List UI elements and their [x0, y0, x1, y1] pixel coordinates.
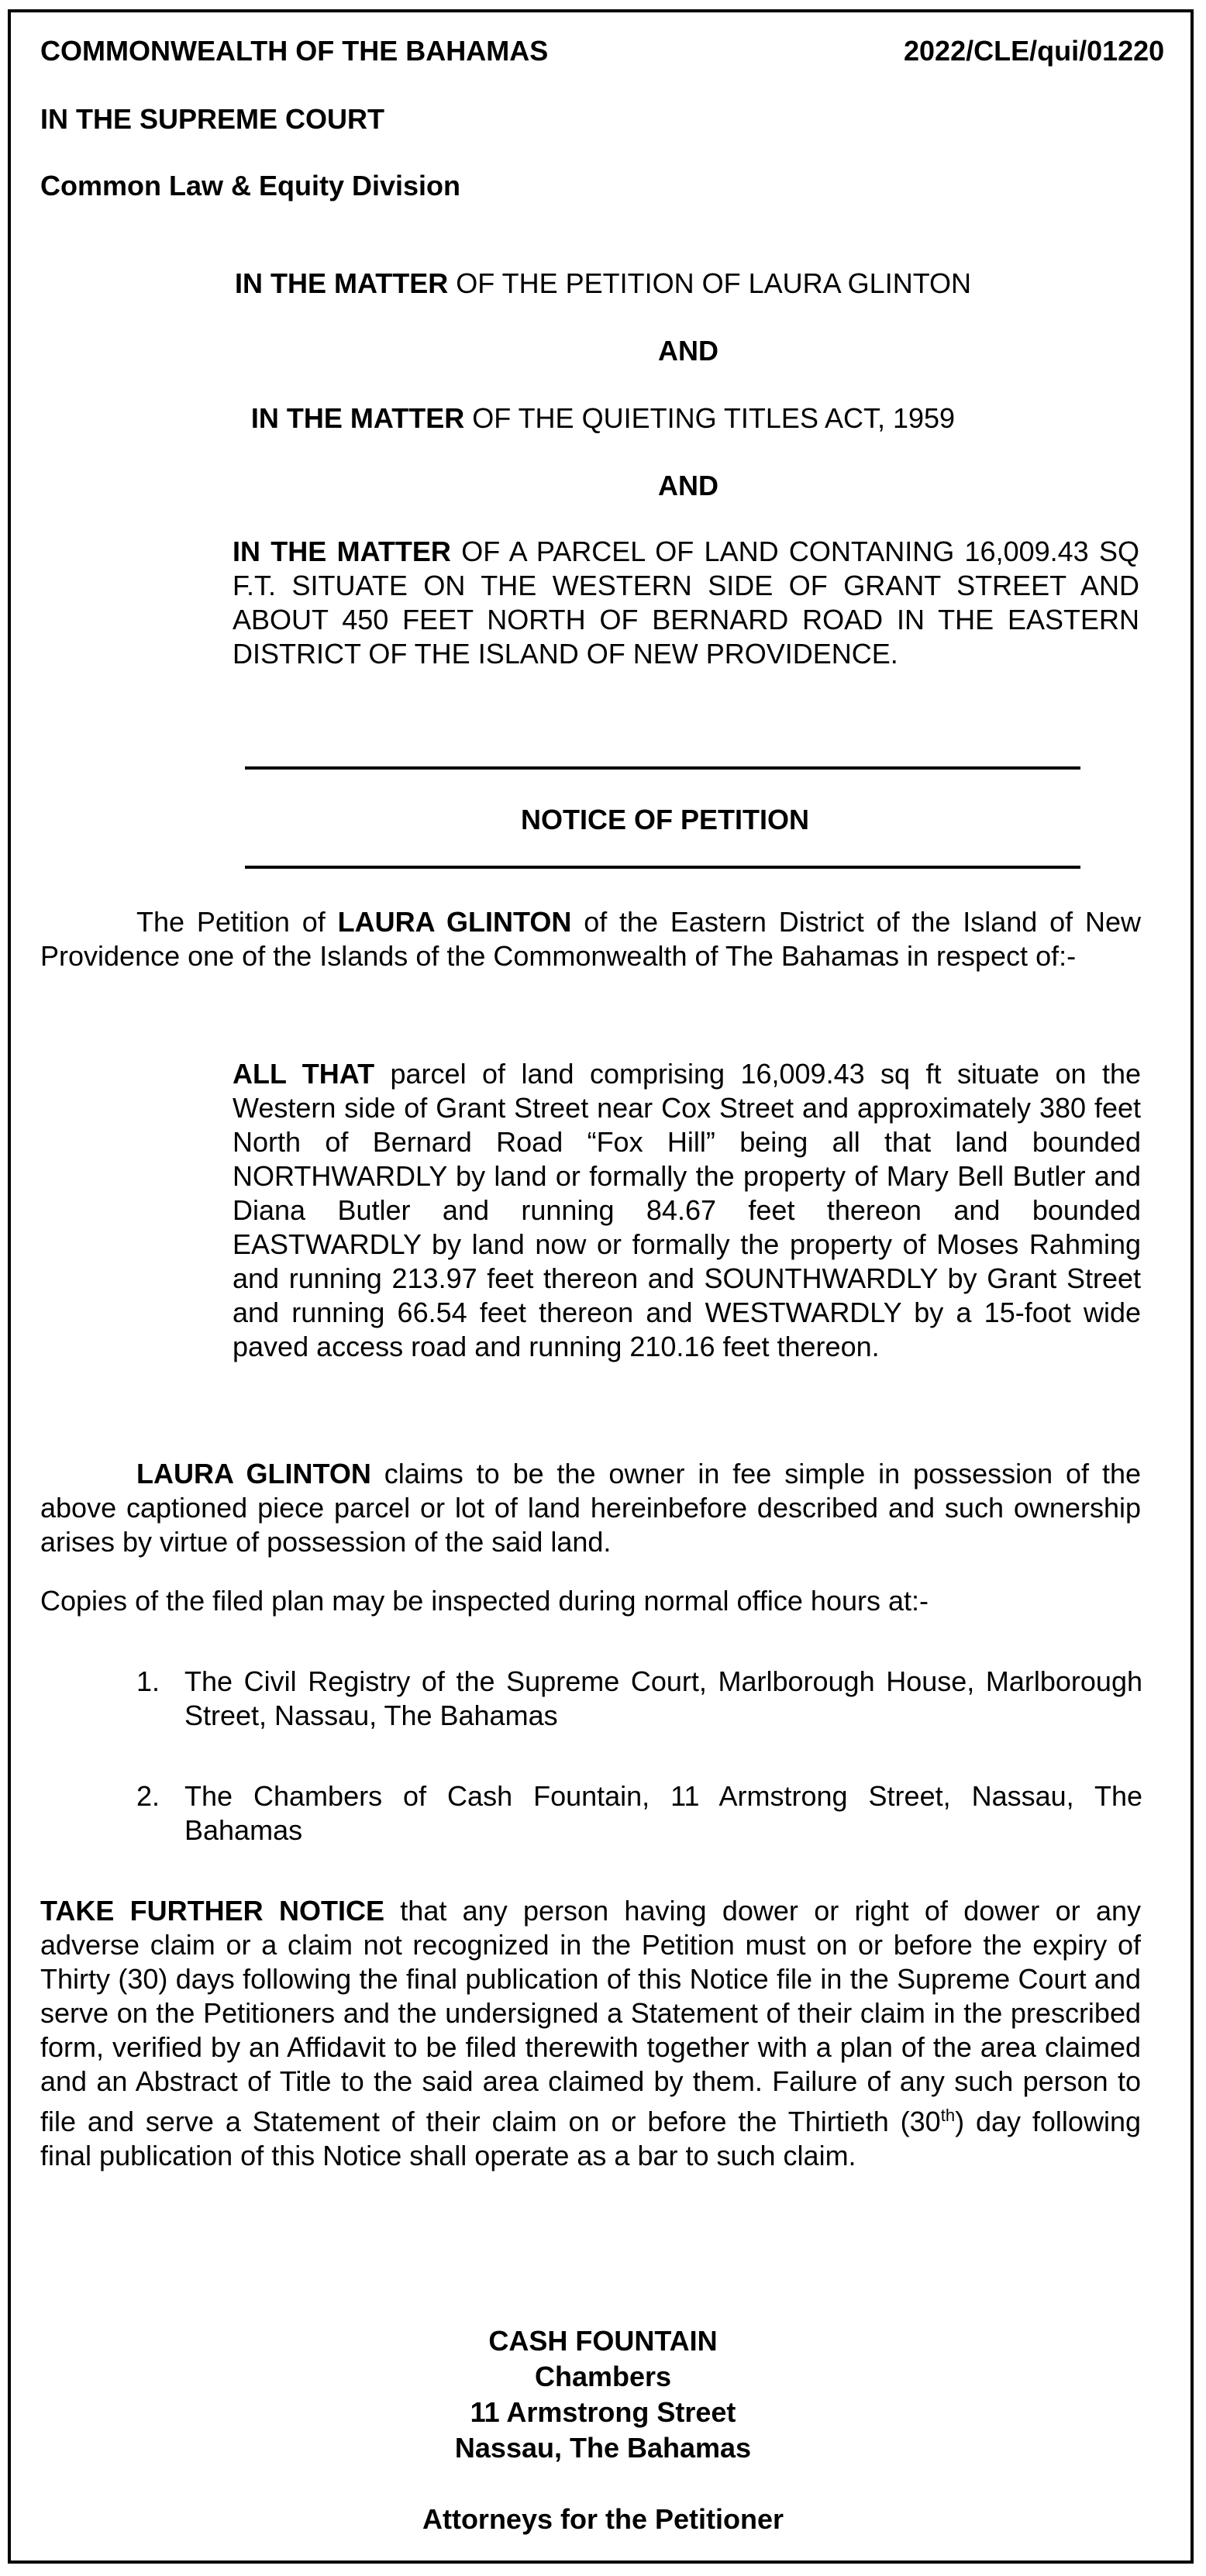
parcel-label: ALL THAT [233, 1058, 375, 1090]
matter-text: OF A PARCEL OF LAND CONTANING 16,009.43 SQ F.T. SITUATE ON THE WESTERN SIDE OF GRANT STREET AND ABOUT 450 FEET NORTH OF BERNARD ROAD IN THE EASTERN DISTRICT OF THE ISLAND OF NEW PROVIDENCE. [233, 536, 1140, 670]
matter-text: OF THE PETITION OF LAURA GLINTON [448, 267, 972, 299]
matter-label: IN THE MATTER [234, 267, 449, 299]
petition-lead: The Petition of [136, 906, 338, 938]
ordinal-suffix: th [940, 2106, 956, 2125]
and-divider: AND [658, 335, 718, 367]
list-item-chambers: The Chambers of Cash Fountain, 11 Armstrong Street, Nassau, The Bahamas [184, 1780, 1142, 1846]
matter-text: OF THE QUIETING TITLES ACT, 1959 [464, 402, 956, 434]
matter-petition [16, 267, 1190, 301]
claimant-name: LAURA GLINTON [136, 1458, 371, 1489]
list-item-registry: The Civil Registry of the Supreme Court, Marlborough House, Marlborough Street, Nassau, The Bahamas [184, 1665, 1142, 1731]
court-heading: IN THE SUPREME COURT [40, 103, 385, 135]
list-number: 1. [136, 1665, 160, 1697]
parcel-text: parcel of land comprising 16,009.43 sq ft situate on the Western side of Grant Street near Cox Street and approximately 380 feet North of Bernard Road “Fox Hill” being all that land bounded NORTHWARDLY by land or formally the property of Mary Bell Butler and Diana Butler and running 84.67 feet thereon and bounded EASTWARDLY by land now or formally the property of Moses Rahming and running 213.97 feet thereon and SOUNTHWARDLY by Grant Street and running 66.54 feet thereon and WESTWARDLY by a 15-foot wide paved access road and running 210.16 feet thereon. [233, 1058, 1141, 1362]
country-heading: COMMONWEALTH OF THE BAHAMAS [40, 35, 549, 67]
copies-intro: Copies of the filed plan may be inspected during normal office hours at:- [40, 1585, 929, 1617]
matter-label: IN THE MATTER [233, 536, 451, 567]
petition-text: of the Eastern District of the Island of New Providence one of the Islands of the Commonwealth of The Bahamas in respect of:- [40, 906, 1141, 972]
bottom-rule [245, 866, 1080, 869]
claim-paragraph [40, 1457, 1141, 1559]
and-divider: AND [658, 470, 718, 501]
matter-label: IN THE MATTER [250, 402, 465, 434]
case-number: 2022/CLE/qui/01220 [904, 35, 1165, 67]
attorney-chambers: Chambers [534, 2361, 672, 2392]
matter-parcel [233, 535, 1139, 671]
petitioner-name: LAURA GLINTON [337, 906, 572, 938]
further-notice-paragraph [40, 1894, 1141, 2173]
attorney-street: 11 Armstrong Street [470, 2396, 736, 2428]
claim-text: claims to be the owner in fee simple in possession of the above captioned piece parcel or lot of land hereinbefore described and such ownership arises by virtue of possession of the said land. [40, 1458, 1141, 1558]
attorney-city: Nassau, The Bahamas [454, 2432, 752, 2464]
attorney-name: CASH FOUNTAIN [488, 2325, 718, 2357]
further-notice-text-end: ) day following final publication of this Notice shall operate as a bar to such claim. [40, 2106, 1141, 2171]
division-heading: Common Law & Equity Division [40, 170, 461, 201]
list-number: 2. [136, 1780, 160, 1812]
matter-act [16, 401, 1190, 436]
petition-paragraph [40, 905, 1141, 973]
attorney-role: Attorneys for the Petitioner [422, 2503, 784, 2535]
further-notice-text: that any person having dower or right of dower or any adverse claim or a claim not recognized in the Petition must on or before the expiry of Thirty (30) days following the final publication of this Notice file in the Supreme Court and serve on the Petitioners and the undersigned a Statement of their claim in the prescribed form, verified by an Affidavit to be filed therewith together with a plan of the area claimed and an Abstract of Title to the said area claimed by them. Failure of any such person to file and serve a Statement of their claim on or before the Thirtieth (30 [40, 1895, 1141, 2137]
notice-title: NOTICE OF PETITION [520, 804, 809, 835]
top-rule [245, 766, 1080, 770]
parcel-description [233, 1057, 1141, 1364]
further-notice-label: TAKE FURTHER NOTICE [40, 1895, 384, 1927]
